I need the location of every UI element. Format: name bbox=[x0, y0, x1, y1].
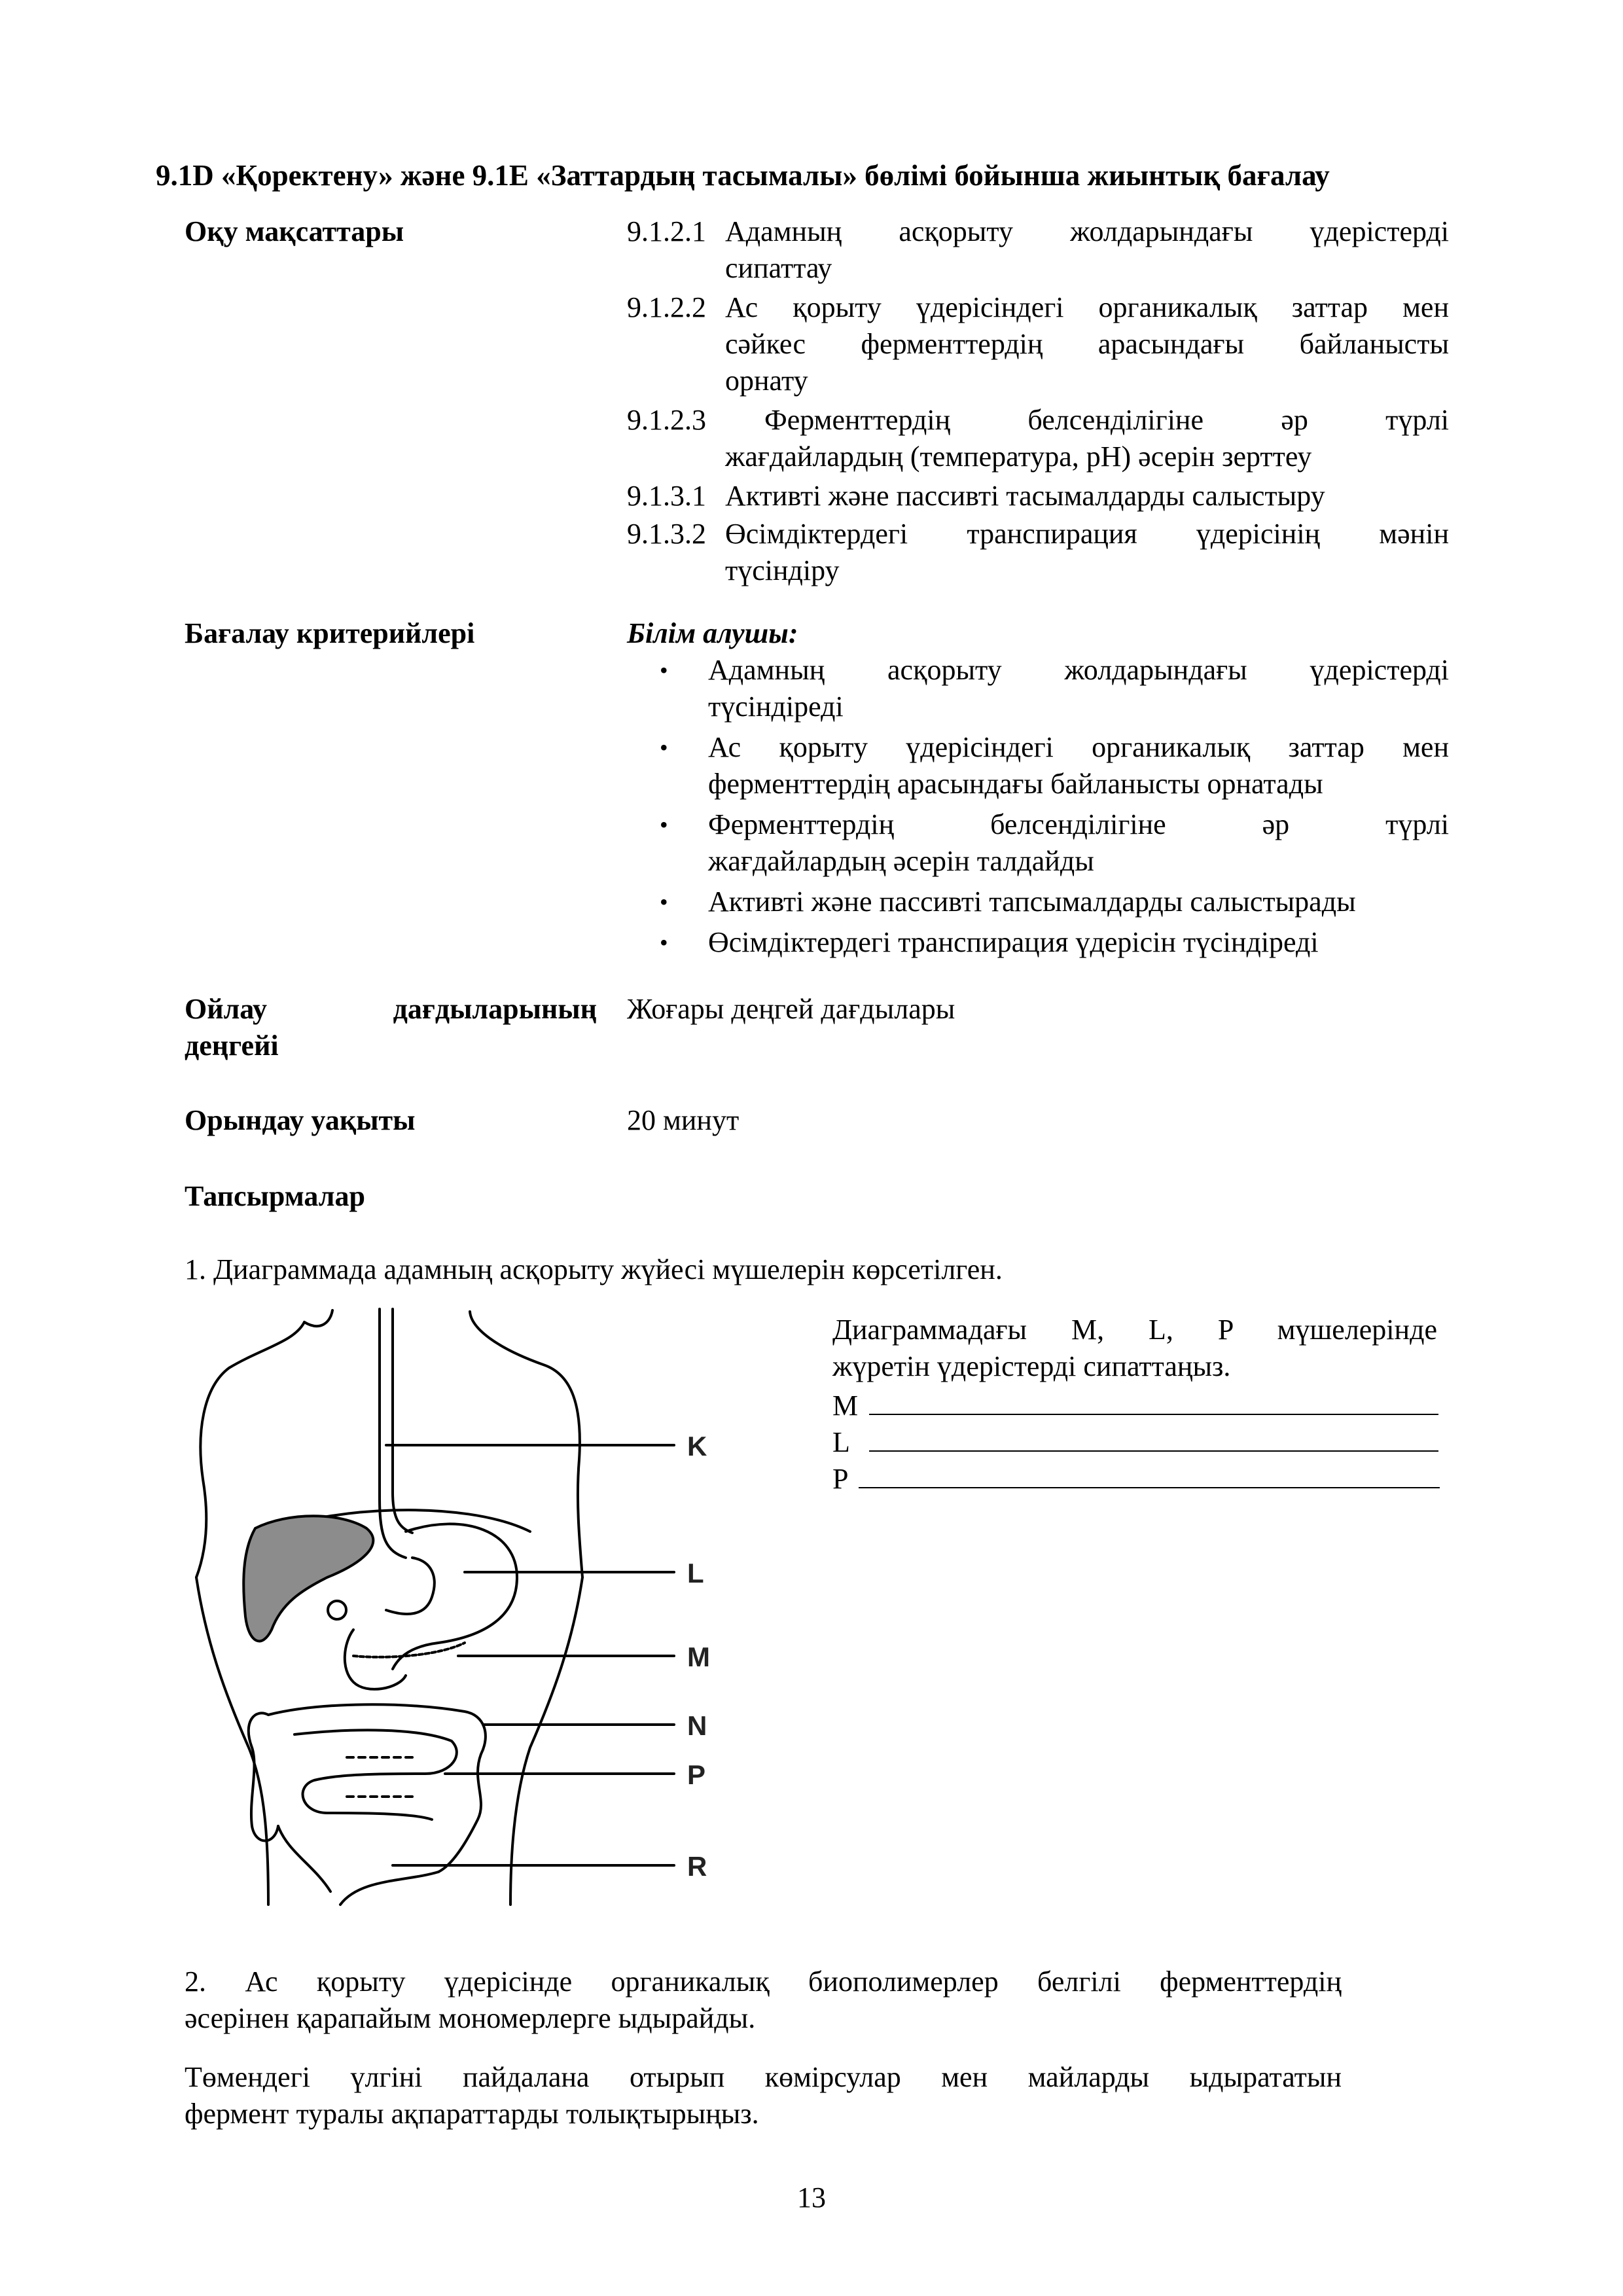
diagram-label-r: R bbox=[687, 1851, 707, 1882]
task2-line1: 2. Ас қорыту үдерісінде органикалық биополимерлер белгілі ферменттердің bbox=[185, 1965, 1342, 1998]
oesophagus-inner bbox=[393, 1309, 412, 1533]
answer-row bbox=[832, 1388, 1448, 1424]
bullet-icon: • bbox=[660, 734, 668, 761]
answer-field-l[interactable] bbox=[869, 1424, 1438, 1452]
criteria-text: Ас қорыту үдерісіндегі органикалық заттар мен bbox=[708, 731, 1449, 763]
objective-text: Адамның асқорыту жолдарындағы үдерістерді bbox=[725, 215, 1449, 247]
page-title: 9.1D «Қоректену» және 9.1E «Заттардың тасымалы» бөлімі бойынша жиынтық бағалау bbox=[156, 159, 1330, 192]
thinking-label-part3: деңгейі bbox=[185, 1030, 279, 1062]
task2-paragraph-1 bbox=[185, 1964, 1342, 2037]
objective-text-cont: түсіндіру bbox=[725, 554, 840, 586]
criteria-label: Бағалау критерийлері bbox=[185, 617, 475, 649]
objective-item bbox=[627, 213, 1449, 287]
time-value: 20 минут bbox=[627, 1104, 740, 1136]
task2-line2: әсерінен қарапайым мономерлерге ыдырайды. bbox=[185, 2002, 756, 2034]
objective-code: 9.1.2.3 bbox=[627, 404, 706, 436]
criteria-item bbox=[627, 652, 1449, 725]
bullet-icon: • bbox=[660, 812, 668, 838]
task1-prompt bbox=[832, 1312, 1437, 1385]
thinking-label-part2: дағдыларының bbox=[393, 993, 597, 1025]
objective-item bbox=[627, 516, 1449, 589]
answer-letter: P bbox=[832, 1463, 849, 1495]
time-label: Орындау уақыты bbox=[185, 1104, 416, 1136]
objective-item bbox=[627, 478, 1449, 514]
neck-left bbox=[304, 1310, 332, 1326]
pancreas bbox=[353, 1643, 465, 1657]
waist-right bbox=[510, 1577, 582, 1905]
task2-paragraph-2 bbox=[185, 2059, 1342, 2132]
objective-text-cont: жағдайлардың (температура, pH) әсерін зерттеу bbox=[725, 440, 1312, 473]
thinking-label-part1: Ойлау bbox=[185, 993, 268, 1025]
answer-field-m[interactable] bbox=[869, 1388, 1438, 1415]
digestive-system-illustration bbox=[190, 1302, 753, 1911]
task1-prompt-line1: Диаграммадағы M, L, P мүшелерінде bbox=[832, 1314, 1437, 1346]
answer-letter: M bbox=[832, 1390, 859, 1422]
task2-line3: Төмендегі үлгіні пайдалана отырып көмірсулар мен майларды ыдырататын bbox=[185, 2061, 1342, 2093]
stomach-inner bbox=[386, 1558, 435, 1614]
objectives-label: Оқу мақсаттары bbox=[185, 215, 404, 247]
task1-prompt-line2: жүретін үдерістерді сипаттаңыз. bbox=[832, 1350, 1231, 1382]
thinking-value: Жоғары деңгей дағдылары bbox=[627, 993, 955, 1025]
answer-row bbox=[832, 1424, 1448, 1461]
thinking-label bbox=[185, 991, 597, 1064]
objective-text: Ас қорыту үдерісіндегі органикалық заттар мен bbox=[725, 291, 1449, 323]
objective-code: 9.1.3.2 bbox=[627, 518, 706, 550]
objectives-list bbox=[627, 213, 1449, 589]
answer-letter: L bbox=[832, 1426, 850, 1458]
criteria-text: Өсімдіктердегі транспирация үдерісін түсіндіреді bbox=[708, 926, 1319, 958]
objective-text: Өсімдіктердегі транспирация үдерісінің мәнін bbox=[725, 518, 1449, 550]
diagram-label-n: N bbox=[687, 1710, 707, 1741]
diagram-label-k: K bbox=[687, 1431, 707, 1462]
criteria-text-cont: жағдайлардың әсерін талдайды bbox=[708, 845, 1094, 877]
criteria-text-cont: ферменттердің арасындағы байланысты орнатады bbox=[708, 768, 1323, 800]
tasks-label: Тапсырмалар bbox=[185, 1180, 365, 1212]
ascending-colon bbox=[249, 1713, 278, 1840]
answer-lines bbox=[832, 1388, 1448, 1498]
rectum-lower bbox=[340, 1872, 438, 1905]
criteria-text: Активті және пассивті тапсымалдарды салыстырады bbox=[708, 886, 1356, 918]
criteria-text: Адамның асқорыту жолдарындағы үдерістерді bbox=[708, 654, 1449, 686]
criteria-item bbox=[627, 924, 1449, 961]
criteria-item bbox=[627, 884, 1449, 920]
diagram-label-m: M bbox=[687, 1641, 710, 1672]
objective-code: 9.1.2.1 bbox=[627, 215, 706, 247]
objective-code: 9.1.2.2 bbox=[627, 291, 706, 323]
digestive-system-diagram bbox=[190, 1302, 753, 1911]
criteria-item bbox=[627, 806, 1449, 880]
task1-text: 1. Диаграммада адамның асқорыту жүйесі мүшелерін көрсетілген. bbox=[185, 1253, 1003, 1285]
objective-item bbox=[627, 289, 1449, 399]
liver bbox=[243, 1516, 373, 1641]
objective-item bbox=[627, 402, 1449, 475]
answer-field-p[interactable] bbox=[859, 1461, 1440, 1488]
diagram-label-l: L bbox=[687, 1558, 704, 1588]
objective-text: Активті және пассивті тасымалдарды салыстыру bbox=[725, 480, 1325, 512]
objective-text-cont: орнату bbox=[725, 365, 808, 397]
criteria-heading: Білім алушы: bbox=[627, 617, 798, 649]
bullet-icon: • bbox=[660, 929, 668, 956]
objective-code: 9.1.3.1 bbox=[627, 480, 706, 512]
objective-text: Ферменттердің белсенділігіне әр түрлі bbox=[764, 404, 1449, 436]
criteria-list bbox=[627, 615, 1449, 961]
criteria-item bbox=[627, 729, 1449, 802]
rectum bbox=[278, 1826, 330, 1892]
bullet-icon: • bbox=[660, 889, 668, 915]
task2-line4: фермент туралы ақпараттарды толықтырыңыз. bbox=[185, 2098, 759, 2130]
objective-text-cont: сипаттау bbox=[725, 252, 832, 284]
bullet-icon: • bbox=[660, 657, 668, 683]
diagram-label-p: P bbox=[687, 1759, 706, 1790]
gall-bladder bbox=[328, 1601, 346, 1619]
small-intestine bbox=[294, 1730, 457, 1820]
answer-row bbox=[832, 1461, 1448, 1498]
criteria-text-cont: түсіндіреді bbox=[708, 691, 844, 723]
duodenum bbox=[345, 1630, 406, 1689]
objective-text-cont: сәйкес ферменттердің арасындағы байланысты bbox=[725, 328, 1449, 360]
page-number: 13 bbox=[797, 2181, 826, 2214]
criteria-text: Ферменттердің белсенділігіне әр түрлі bbox=[708, 808, 1449, 840]
